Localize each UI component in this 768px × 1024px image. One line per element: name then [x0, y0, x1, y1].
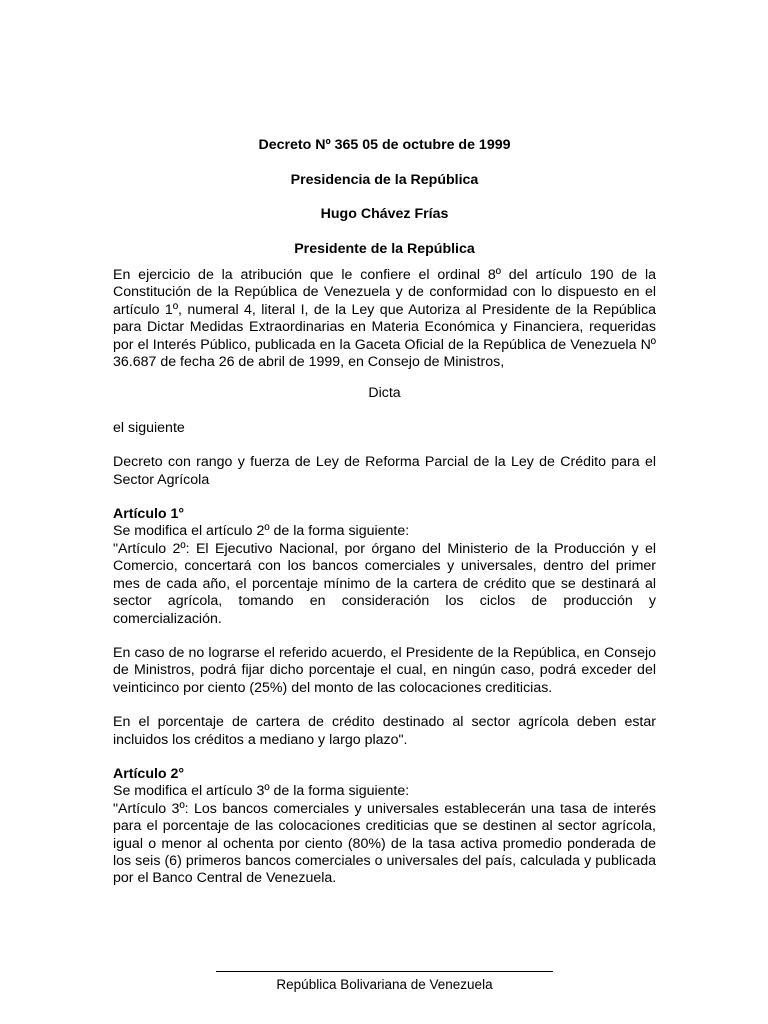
decree-name: Decreto con rango y fuerza de Ley de Reforma Parcial de la Ley de Crédito para el Sector Agrícola: [113, 454, 656, 488]
dicta-text: Dicta: [368, 385, 401, 402]
document-body: [113, 136, 656, 888]
article-1-paragraph-1: "Artículo 2º: El Ejecutivo Nacional, por órgano del Ministerio de la Producción y el Comercio, concertará con los bancos comerciales y universales, dentro del primer mes de cada año, el porcentaje mínimo de la cartera de crédito que se destinará al sector agrícola, tomando en consideración los ciclos de producción y comercialización.: [113, 540, 656, 627]
article-1-paragraph-2: En caso de no lograrse el referido acuerdo, el Presidente de la República, en Consejo de Ministros, podrá fijar dicho porcentaje el cual, en ningún caso, podrá exceder del veinticinco por ciento (25%) del monto de las colocaciones crediticias.: [113, 644, 656, 696]
article-2-paragraph-1: "Artículo 3º: Los bancos comerciales y universales establecerán una tasa de interés para el porcentaje de las colocaciones crediticias que se destinen al sector agrícola, igual o menor al ochenta por ciento (80%) de la tasa activa promedio ponderada de los seis (6) primeros bancos comerciales o universales del país, calculada y publicada por el Banco Central de Venezuela.: [113, 800, 656, 887]
article-1-intro: Se modifica el artículo 2º de la forma siguiente:: [113, 523, 410, 540]
president-name: Hugo Chávez Frías: [320, 206, 449, 222]
footer-divider: [216, 971, 553, 972]
article-2-intro: Se modifica el artículo 3º de la forma siguiente:: [113, 783, 410, 800]
article-2: [113, 766, 656, 888]
article-2-title: Artículo 2°: [113, 765, 185, 782]
article-1: [113, 506, 656, 749]
preamble-paragraph: En ejercicio de la atribución que le confiere el ordinal 8º del artículo 190 de la Constitución de la República de Venezuela y de conformidad con lo dispuesto en el artículo 1º, numeral 4, literal I, de la Ley que Autoriza al Presidente de la República para Dictar Medidas Extraordinarias en Materia Económica y Financiera, requeridas por el Interés Público, publicada en la Gaceta Oficial de la República de Venezuela Nº 36.687 de fecha 26 de abril de 1999, en Consejo de Ministros,: [113, 267, 656, 371]
siguiente-text: el siguiente: [113, 419, 185, 436]
footer-text: República Bolivariana de Venezuela: [276, 977, 493, 992]
president-title: Presidente de la República: [294, 241, 475, 257]
article-1-paragraph-3: En el porcentaje de cartera de crédito destinado al sector agrícola deben estar incluidos los créditos a mediano y largo plazo".: [113, 714, 656, 748]
article-1-title: Artículo 1°: [113, 506, 185, 523]
decree-heading: Decreto Nº 365 05 de octubre de 1999: [258, 137, 511, 153]
presidency-heading: Presidencia de la República: [290, 172, 479, 188]
